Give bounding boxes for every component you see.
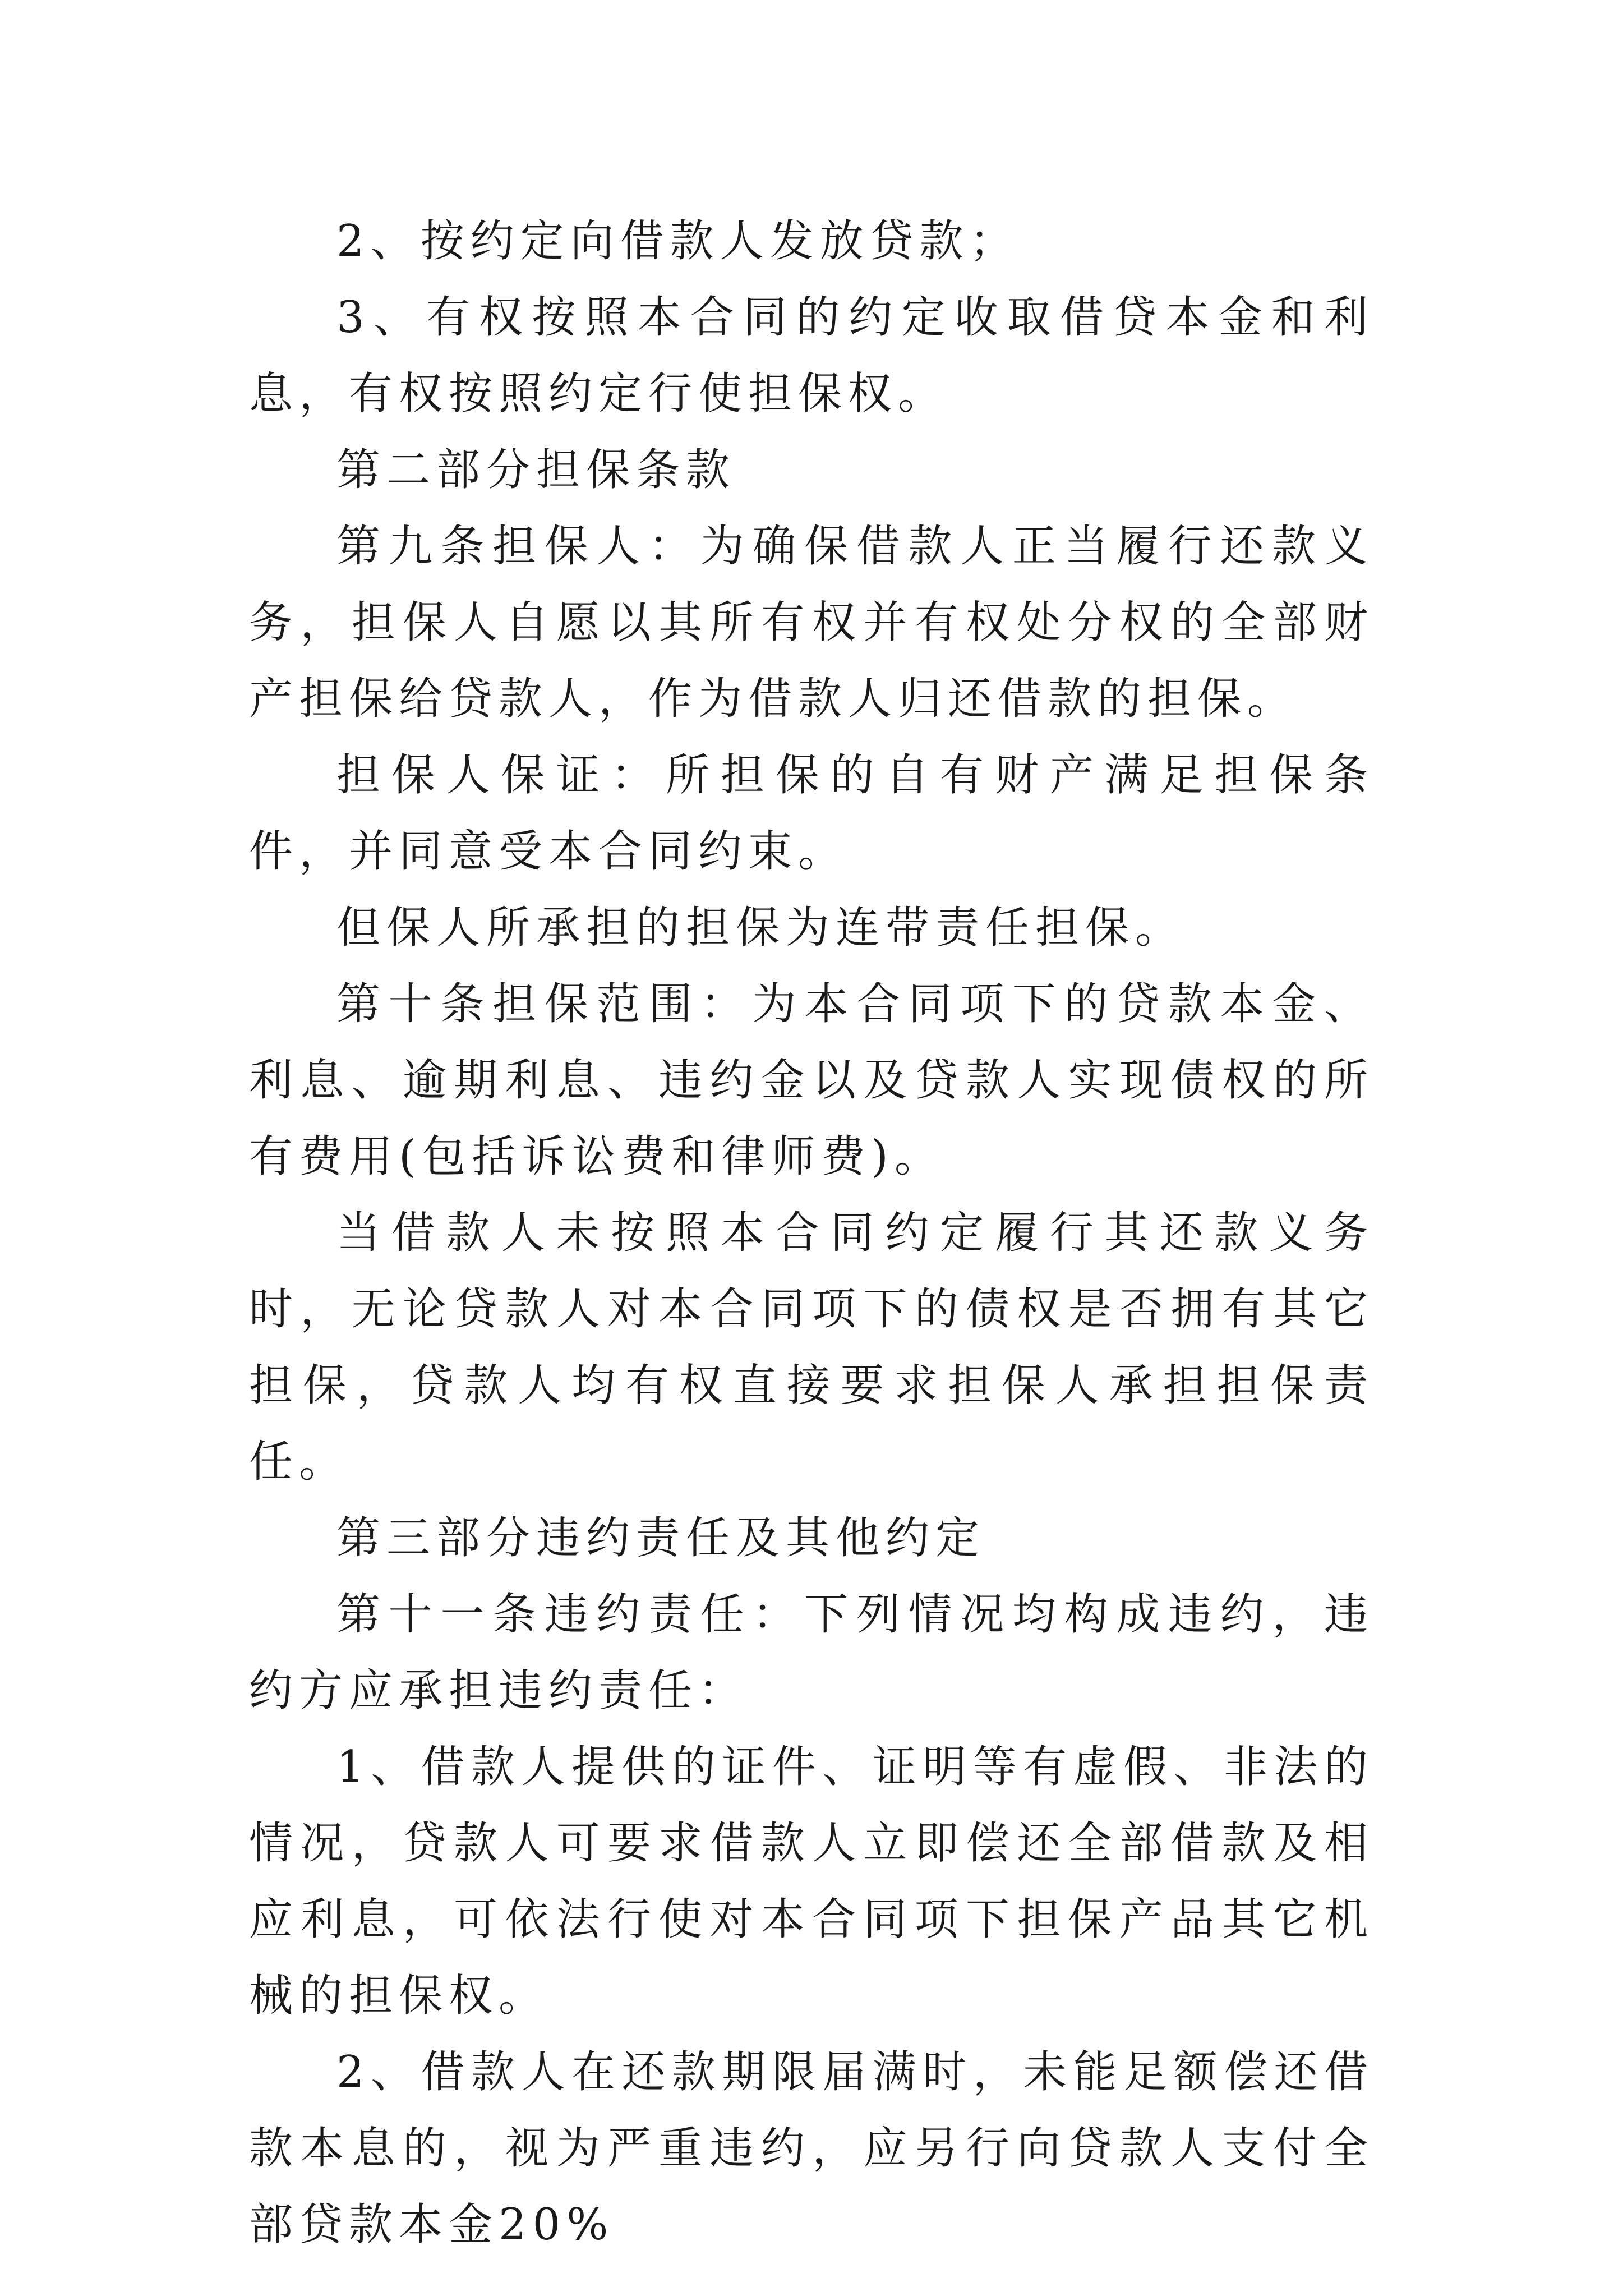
- paragraph-obligation-3: 3、有权按照本合同的约定收取借贷本金和利息，有权按照约定行使担保权。: [249, 292, 1374, 419]
- section-heading-guarantee: 第二部分担保条款: [336, 445, 736, 495]
- paragraph-article-10: 第十条担保范围：为本合同项下的贷款本金、利息、逾期利息、违约金以及贷款人实现债权的所有费用(包括诉讼费和律师费)。: [249, 979, 1374, 1182]
- paragraph-direct-claim: 当借款人未按照本合同约定履行其还款义务时，无论贷款人对本合同项下的债权是否拥有其它担保，贷款人均有权直接要求担保人承担担保责任。: [249, 1208, 1374, 1487]
- paragraph-breach-1: 1、借款人提供的证件、证明等有虚假、非法的情况，贷款人可要求借款人立即偿还全部借款及相应利息，可依法行使对本合同项下担保产品其它机械的担保权。: [249, 1742, 1374, 2021]
- section-heading-breach: 第三部分违约责任及其他约定: [336, 1513, 986, 1563]
- paragraph-obligation-2: 2、按约定向借款人发放贷款；: [336, 216, 1020, 266]
- paragraph-article-9: 第九条担保人：为确保借款人正当履行还款义务，担保人自愿以其所有权并有权处分权的全部财产担保给贷款人，作为借款人归还借款的担保。: [249, 521, 1374, 724]
- paragraph-breach-2: 2、借款人在还款期限届满时，未能足额偿还借款本息的，视为严重违约，应另行向贷款人支付全部贷款本金20%: [249, 2047, 1374, 2250]
- paragraph-article-11: 第十一条违约责任：下列情况均构成违约，违约方应承担违约责任：: [249, 1589, 1374, 1716]
- paragraph-joint-liability: 但保人所承担的担保为连带责任担保。: [336, 903, 1186, 953]
- document-body: [249, 203, 1374, 2263]
- paragraph-guarantor-pledge: 担保人保证：所担保的自有财产满足担保条件，并同意受本合同约束。: [249, 750, 1374, 877]
